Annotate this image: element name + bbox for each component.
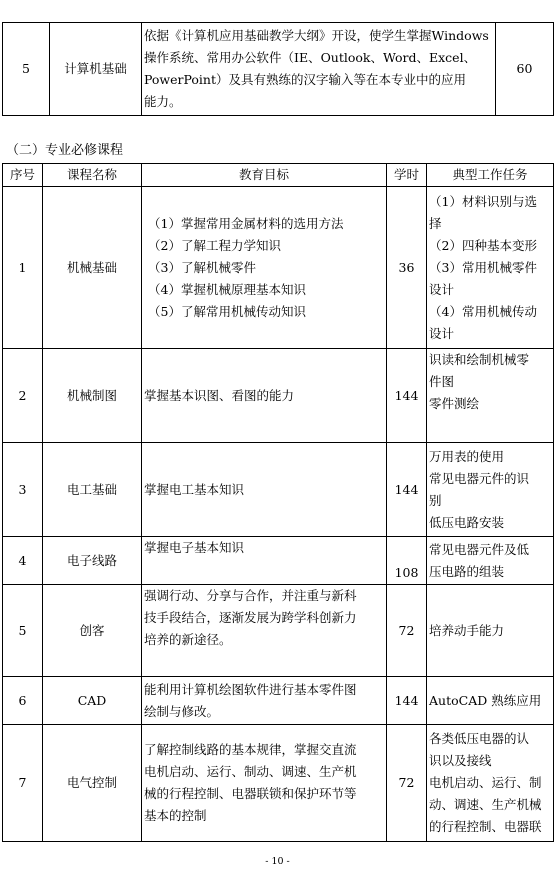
course-goal [142, 349, 387, 443]
table-row [3, 677, 554, 725]
course-goal [142, 677, 387, 725]
required-course-table [2, 163, 554, 842]
table-row [3, 187, 554, 349]
task-line: 件图 [429, 374, 455, 389]
goal-line: 能利用计算机绘图软件进行基本零件图 [144, 681, 357, 697]
goal-line: 了解控制线路的基本规律，掌握交直流 [144, 742, 357, 757]
task-line: 识读和绘制机械零 [429, 352, 530, 367]
course-number: 4 [3, 537, 43, 585]
table-row [3, 725, 554, 842]
goal-line: 电机启动、运行、制动、调速、生产机 [144, 764, 357, 779]
goal-line: 掌握基本识图、看图的能力 [144, 387, 295, 403]
goal-line: PowerPoint）及具有熟练的汉字输入等在本专业中的应用 [144, 72, 467, 87]
table-row [3, 585, 554, 677]
goal-line: （4）掌握机械原理基本知识 [148, 281, 306, 297]
task-line: 设计 [429, 325, 455, 341]
goal-line: （3）了解机械零件 [148, 259, 256, 275]
course-tasks [427, 349, 554, 443]
goal-line: 绘制与修改。 [144, 703, 220, 719]
goal-line: （5）了解常用机械传动知识 [148, 303, 306, 319]
table-row [3, 443, 554, 537]
table-row [3, 23, 554, 116]
goal-line: 强调行动、分享与合作，并注重与新科 [144, 588, 357, 603]
header-hours: 学时 [387, 164, 427, 187]
course-name: 机械制图 [43, 349, 142, 443]
goal-line: 掌握电子基本知识 [144, 540, 245, 555]
task-line: 电机启动、运行、制 [429, 775, 542, 790]
goal-line: （1）掌握常用金属材料的选用方法 [148, 215, 344, 231]
task-line: 的行程控制、电器联 [429, 819, 542, 834]
course-hours: 72 [387, 725, 427, 842]
task-line: 常见电器元件及低 [429, 541, 530, 557]
course-name: 机械基础 [43, 187, 142, 349]
task-line: （3）常用机械零件 [429, 259, 537, 275]
header-num: 序号 [3, 164, 43, 187]
task-line: 设计 [429, 281, 455, 297]
course-hours: 144 [387, 349, 427, 443]
goal-line: （2）了解工程力学知识 [148, 237, 281, 253]
course-goal [142, 585, 387, 677]
course-goal [142, 725, 387, 842]
task-line: 各类低压电器的认 [429, 731, 530, 746]
header-name: 课程名称 [43, 164, 142, 187]
course-tasks [427, 443, 554, 537]
task-line: 常见电器元件的识 [429, 470, 530, 486]
goal-line: 操作系统、常用办公软件（IE、Outlook、Word、Excel、 [144, 50, 477, 65]
course-tasks [427, 537, 554, 585]
course-number: 3 [3, 443, 43, 537]
course-tasks [427, 187, 554, 349]
task-line: 低压电路安装 [429, 514, 505, 530]
course-hours: 36 [387, 187, 427, 349]
goal-line: 依据《计算机应用基础教学大纲》开设，使学生掌握Windows [144, 28, 489, 43]
header-row [3, 164, 554, 187]
task-line: 压电路的组装 [429, 563, 505, 579]
task-line: （1）材料识别与选 [429, 193, 537, 209]
course-name: 创客 [43, 585, 142, 677]
task-line: 择 [429, 215, 442, 231]
course-number: 6 [3, 677, 43, 725]
task-line: AutoCAD 熟练应用 [429, 692, 542, 708]
course-hours: 108 [387, 537, 427, 585]
course-number: 7 [3, 725, 43, 842]
course-tasks [427, 585, 554, 677]
task-line: （4）常用机械传动 [429, 303, 537, 319]
task-line: 培养动手能力 [429, 622, 505, 638]
course-hours: 60 [496, 23, 554, 116]
task-line: （2）四种基本变形 [429, 237, 537, 253]
task-line: 动、调速、生产机械 [429, 797, 542, 812]
course-name: 电工基础 [43, 443, 142, 537]
task-line: 零件测绘 [429, 396, 480, 411]
course-number: 1 [3, 187, 43, 349]
course-goal [142, 443, 387, 537]
section-title: （二）专业必修课程 [6, 143, 124, 158]
course-number: 2 [3, 349, 43, 443]
course-goal [142, 187, 387, 349]
goal-line: 培养的新途径。 [144, 632, 232, 647]
course-hours: 144 [387, 443, 427, 537]
course-hours: 144 [387, 677, 427, 725]
goal-line: 械的行程控制、电器联锁和保护环节等 [144, 786, 357, 801]
course-tasks [427, 725, 554, 842]
task-line: 识以及接线 [429, 753, 492, 768]
course-number: 5 [3, 23, 50, 116]
course-name: 电子线路 [43, 537, 142, 585]
goal-line: 掌握电工基本知识 [144, 481, 245, 497]
task-line: 万用表的使用 [429, 448, 505, 464]
table-row [3, 537, 554, 585]
header-tasks: 典型工作任务 [427, 164, 554, 187]
course-name: 计算机基础 [50, 23, 142, 116]
course-name: CAD [43, 677, 142, 725]
header-goal: 教育目标 [142, 164, 387, 187]
goal-line: 能力。 [144, 94, 182, 109]
course-name: 电气控制 [43, 725, 142, 842]
course-number: 5 [3, 585, 43, 677]
table-row [3, 349, 554, 443]
course-goal [142, 23, 496, 116]
task-line: 别 [429, 492, 442, 508]
goal-line: 基本的控制 [144, 808, 207, 823]
course-tasks [427, 677, 554, 725]
goal-line: 技手段结合，逐渐发展为跨学科创新力 [144, 610, 357, 625]
course-goal [142, 537, 387, 585]
page-number: - 10 - [265, 856, 290, 867]
general-course-table [2, 22, 554, 116]
course-hours: 72 [387, 585, 427, 677]
